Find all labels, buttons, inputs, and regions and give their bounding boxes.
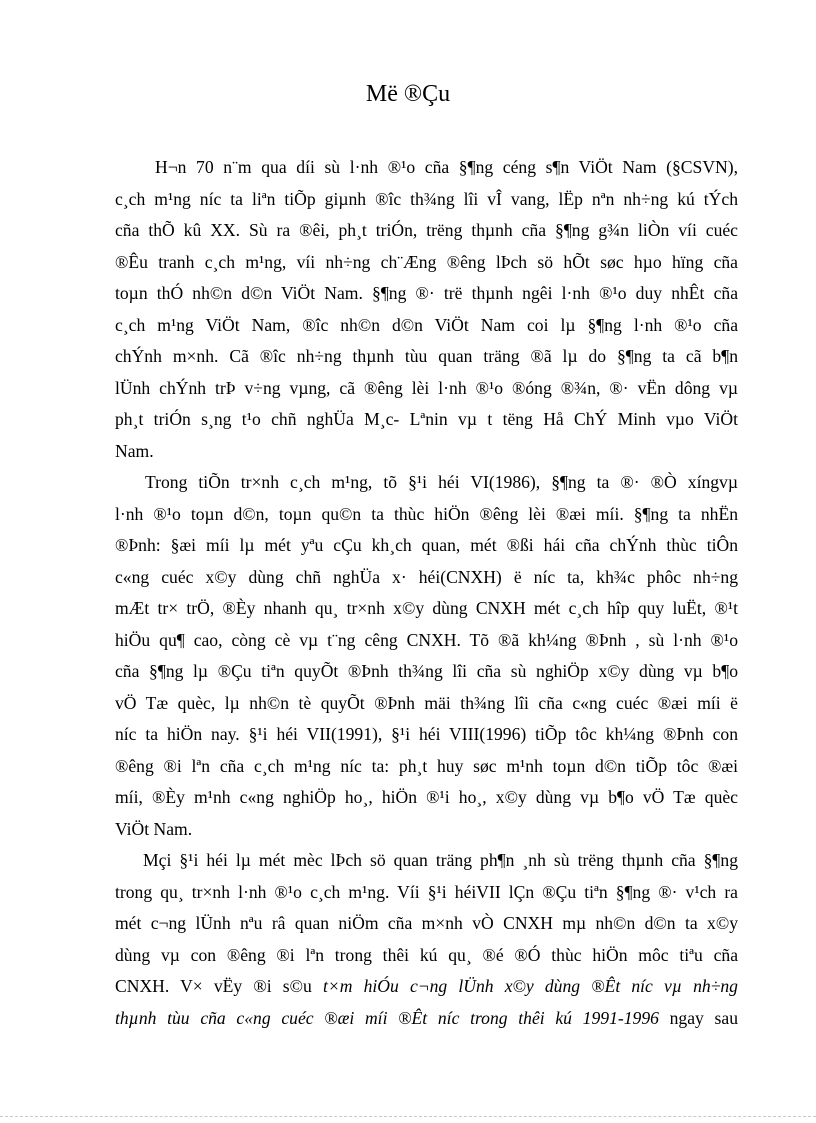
text-line: l·nh ®¹o toµn d©n, toµn qu©n ta thùc hiÖn ®êng lèi ®æi míi. §¶ng ta nhËn (115, 503, 738, 524)
page-title: Më ®Çu (365, 81, 451, 107)
text-line: Mçi §¹i héi lµ mét mèc lÞch sö quan träng ph¶n ¸nh sù trëng thµnh cña §¶ng (143, 850, 738, 870)
document-body (115, 152, 738, 1034)
italic-text-run: t×m hiÓu c¬ng lÜnh x©y dùng ®Êt níc vµ nh÷ng (322, 976, 738, 996)
text-line: níc ta hiÖn nay. §¹i héi VII(1991), §¹i héi VIII(1996) tiÕp tôc kh¼ng ®Þnh con (115, 724, 738, 744)
text-line: toµn thÓ nh©n d©n ViÖt Nam. §¶ng ®· trë thµnh ngêi l·nh ®¹o duy nhÊt cña (115, 283, 738, 303)
text-line: Nam. (115, 440, 154, 461)
text-line: ®Êu tranh c¸ch m¹ng, víi nh÷ng ch¨Æng ®êng lÞch sö hÕt søc hµo hïng cña (115, 251, 738, 272)
text-line: vÖ Tæ quèc, lµ nh©n tè quyÕt ®Þnh mäi th¾ng lîi cña c«ng cuéc ®æi míi ë (115, 692, 738, 713)
italic-text-run: thµnh tùu cña c«ng cuéc ®æi míi ®Êt níc trong thêi kú 1991-1996 (115, 1007, 659, 1028)
text-line: c¸ch m¹ng níc ta liªn tiÕp giµnh ®îc th¾ng lîi vÎ vang, lËp nªn nh÷ng kú tÝch (115, 188, 738, 209)
text-line: c¸ch m¹ng ViÖt Nam, ®îc nh©n d©n ViÖt Nam coi lµ §¶ng l·nh ®¹o cña (115, 314, 738, 335)
text-line: H¬n 70 n¨m qua díi sù l·nh ®¹o cña §¶ng céng s¶n ViÖt Nam (§CSVN), (155, 157, 738, 177)
text-line: mét c¬ng lÜnh nªu râ quan niÖm cña m×nh vÒ CNXH mµ nh©n d©n ta x©y (115, 913, 738, 933)
text-line (115, 971, 738, 1003)
text-line: hiÖu qu¶ cao, còng cè vµ t¨ng cêng CNXH. Tõ ®ã kh¼ng ®Þnh , sù l·nh ®¹o (115, 629, 738, 650)
text-line: lÜnh chÝnh trÞ v÷ng vµng, cã ®êng lèi l·nh ®¹o ®óng ®¾n, ®· vËn dông vµ (115, 377, 738, 398)
text-line: ViÖt Nam. (115, 818, 193, 839)
text-run: CNXH. V× vËy ®i s©u (115, 976, 323, 996)
text-line: chÝnh m×nh. Cã ®îc nh÷ng thµnh tùu quan träng ®ã lµ do §¶ng ta cã b¶n (115, 346, 738, 366)
page-footer-divider (0, 1116, 816, 1117)
text-line: ®Þnh: §æi míi lµ mét yªu cÇu kh¸ch quan, mét ®ßi hái cña chÝnh thùc tiÔn (115, 535, 738, 555)
text-line: cña §¶ng lµ ®Çu tiªn quyÕt ®Þnh th¾ng lîi cña sù nghiÖp x©y dùng vµ b¶o (115, 661, 738, 681)
text-line: dùng vµ con ®êng ®i lªn trong thêi kú qu¸ ®é ®Ó thùc hiÖn môc tiªu cña (115, 944, 738, 965)
text-line: míi, ®Èy m¹nh c«ng nghiÖp ho¸, hiÖn ®¹i ho¸, x©y dùng vµ b¶o vÖ Tæ quèc (115, 787, 738, 807)
text-run: ngay sau (658, 1007, 738, 1028)
text-line: c«ng cuéc x©y dùng chñ nghÜa x· héi(CNXH) ë níc ta, kh¾c phôc nh÷ng (115, 566, 738, 587)
text-line: cña thÕ kû XX. Sù ra ®êi, ph¸t triÓn, trëng thµnh cña §¶ng g¾n liÒn víi cuéc (115, 220, 738, 240)
text-line: mÆt tr× trÖ, ®Èy nhanh qu¸ tr×nh x©y dùng CNXH mét c¸ch hîp quy luËt, ®¹t (115, 598, 738, 618)
text-line: ph¸t triÓn s¸ng t¹o chñ nghÜa M¸c- Lªnin vµ t tëng Hå ChÝ Minh vµo ViÖt (115, 409, 738, 429)
text-line: Trong tiÕn tr×nh c¸ch m¹ng, tõ §¹i héi VI(1986), §¶ng ta ®· ®Ò xíngvµ (145, 472, 738, 492)
text-line (115, 1003, 738, 1035)
text-line: ®êng ®i lªn cña c¸ch m¹ng níc ta: ph¸t huy søc m¹nh toµn d©n tiÕp tôc ®æi (115, 755, 738, 776)
text-line: trong qu¸ tr×nh l·nh ®¹o c¸ch m¹ng. Víi §¹i héiVII lÇn ®Çu tiªn §¶ng ®· v¹ch ra (115, 881, 738, 902)
